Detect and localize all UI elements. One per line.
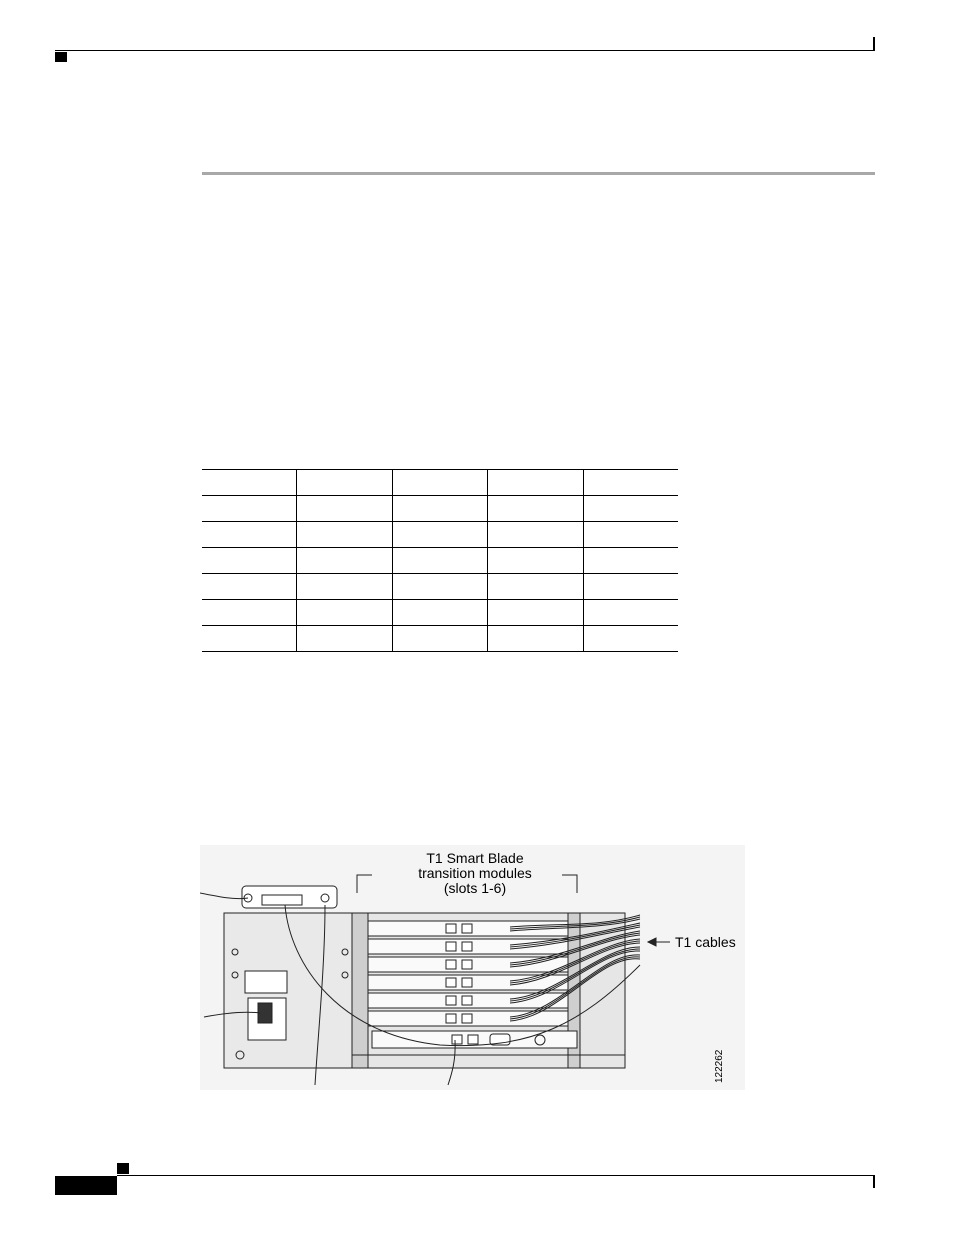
rj45-port	[462, 924, 472, 933]
table-cell	[297, 626, 392, 652]
rj45-port	[446, 960, 456, 969]
rj45-port	[462, 996, 472, 1005]
header-rule	[55, 50, 875, 51]
table-cell	[488, 600, 583, 626]
rj45-port	[462, 978, 472, 987]
table-cell	[202, 548, 297, 574]
rj45-port	[462, 942, 472, 951]
table-row	[202, 548, 678, 574]
rj45-port	[446, 996, 456, 1005]
blade-callout-line: T1 Smart Blade	[426, 850, 524, 866]
table-cell	[297, 600, 392, 626]
table-cell	[583, 548, 678, 574]
table-row	[202, 470, 678, 496]
blade-callout-line: (slots 1-6)	[443, 880, 507, 896]
table-cell	[392, 548, 487, 574]
rj45-port	[446, 978, 456, 987]
footer-tick	[873, 1176, 875, 1188]
table-cell	[392, 600, 487, 626]
table-cell	[202, 600, 297, 626]
header-tick	[873, 37, 875, 51]
section-divider	[202, 172, 875, 175]
cables-callout: T1 cables	[675, 934, 736, 950]
footer-marker	[117, 1163, 129, 1174]
table-cell	[488, 626, 583, 652]
table-cell	[583, 522, 678, 548]
table-cell	[392, 522, 487, 548]
table-cell	[488, 470, 583, 496]
table-cell	[583, 574, 678, 600]
table-cell	[202, 574, 297, 600]
table-cell	[488, 522, 583, 548]
rj45-port	[446, 942, 456, 951]
empty-table	[202, 469, 678, 652]
chassis-figure	[200, 845, 745, 1090]
table-row	[202, 626, 678, 652]
table-cell	[583, 626, 678, 652]
table-cell	[392, 496, 487, 522]
table-cell	[583, 496, 678, 522]
table-row	[202, 496, 678, 522]
table-cell	[297, 522, 392, 548]
rj45-port	[446, 1014, 456, 1023]
table-row	[202, 600, 678, 626]
table-row	[202, 574, 678, 600]
table-cell	[202, 522, 297, 548]
blade-callout	[390, 851, 560, 896]
table-cell	[392, 574, 487, 600]
table-cell	[202, 496, 297, 522]
table-cell	[488, 548, 583, 574]
rj45-port	[462, 1014, 472, 1023]
table-row	[202, 522, 678, 548]
header-marker	[55, 52, 67, 62]
table-cell	[297, 574, 392, 600]
footer-rule	[117, 1175, 875, 1176]
table-cell	[392, 626, 487, 652]
table-cell	[297, 496, 392, 522]
table-cell	[392, 470, 487, 496]
blade-callout-line: transition modules	[418, 865, 532, 881]
table-cell	[202, 626, 297, 652]
table-cell	[202, 470, 297, 496]
rj45-port	[446, 924, 456, 933]
table-cell	[488, 574, 583, 600]
rj45-port	[462, 960, 472, 969]
table-cell	[583, 600, 678, 626]
footer-page-tab	[55, 1176, 117, 1195]
table-cell	[488, 496, 583, 522]
figure-id: 122262	[714, 1049, 725, 1083]
table-cell	[583, 470, 678, 496]
table-cell	[297, 548, 392, 574]
table-cell	[297, 470, 392, 496]
